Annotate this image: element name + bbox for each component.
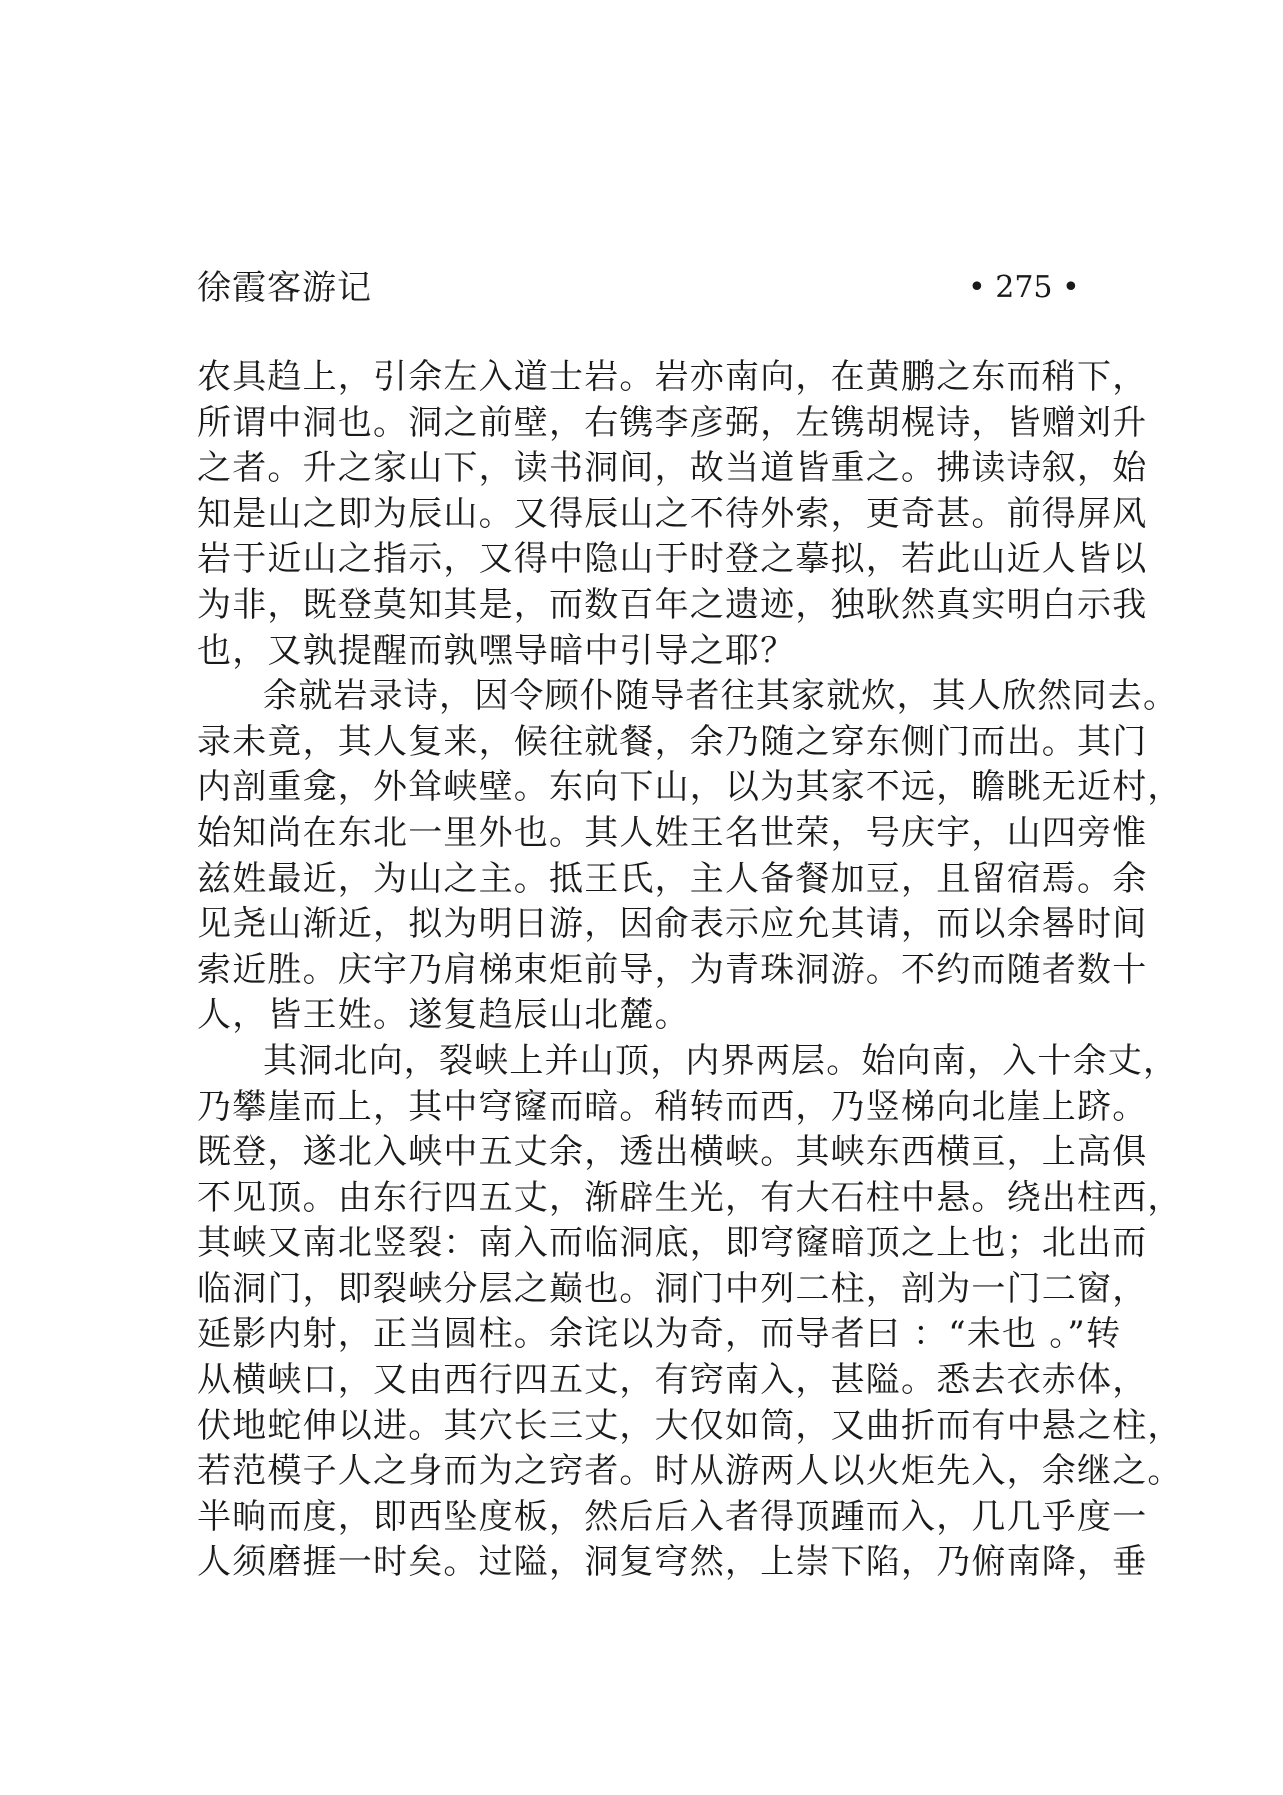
page-number: • 275 • (968, 270, 1080, 305)
body-text (197, 355, 1183, 1586)
text-line: 知是山之即为辰山。又得辰山之不待外索，更奇甚。前得屏风 (197, 493, 1148, 534)
text-line: 人须磨捱一时矣。过隘，洞复穹然，上崇下陷，乃俯南降，垂 (197, 1542, 1148, 1583)
text-line: 余就岩录诗，因令顾仆随导者往其家就炊，其人欣然同去。 (263, 676, 1179, 717)
text-line: 农具趋上，引余左入道士岩。岩亦南向，在黄鹏之东而稍下， (197, 357, 1148, 397)
text-line: 乃攀崖而上，其中穹窿而暗。稍转而西，乃竖梯向北崖上跻。 (197, 1086, 1148, 1127)
text-line: 若范模子人之身而为之窍者。时从游两人以火炬先入，余继之。 (197, 1451, 1183, 1492)
text-line: 其峡又南北竖裂：南入而临洞底，即穹窿暗顶之上也；北出而 (197, 1223, 1148, 1264)
text-line: 为非，既登莫知其是，而数百年之遗迹，独耿然真实明白示我 (197, 584, 1148, 625)
text-line: 其洞北向，裂峡上并山顶，内界两层。始向南，入十余丈， (263, 1040, 1179, 1081)
running-title: 徐霞客游记 (197, 268, 372, 308)
text-line: 兹姓最近，为山之主。抵王氏，主人备餐加豆，且留宿焉。余 (197, 858, 1148, 899)
text-line: 临洞门，即裂峡分层之巅也。洞门中列二柱，剖为一门二窗， (197, 1268, 1148, 1309)
text-line: 始知尚在东北一里外也。其人姓王名世荣，号庆宇，山四旁惟 (197, 812, 1148, 853)
text-line: 也，又孰提醒而孰嘿导暗中引导之耶？ (197, 630, 796, 671)
text-line: 见尧山渐近，拟为明日游，因俞表示应允其请，而以余晷时间 (197, 904, 1148, 945)
text-line: 不见顶。由东行四五丈，渐辟生光，有大石柱中悬。绕出柱西， (197, 1177, 1183, 1218)
text-line: 人，皆王姓。遂复趋辰山北麓。 (197, 995, 690, 1036)
text-line: 内剖重龛，外耸峡壁。东向下山，以为其家不远，瞻眺无近村， (197, 767, 1183, 808)
text-line: 半晌而度，即西坠度板，然后后入者得顶踵而入，几几乎度一 (197, 1496, 1148, 1537)
text-line: 录未竟，其人复来，候往就餐，余乃随之穿东侧门而出。其门 (197, 721, 1148, 762)
text-line: 所谓中洞也。洞之前壁，右镌李彦弼，左镌胡榥诗，皆赠刘升 (197, 402, 1148, 443)
text-line: 伏地蛇伸以进。其穴长三丈，大仅如筒，又曲折而有中悬之柱， (197, 1405, 1183, 1446)
text-line: 从横峡口，又由西行四五丈，有窍南入，甚隘。悉去衣赤体， (197, 1360, 1148, 1401)
text-line: 延影内射，正当圆柱。余诧以为奇，而导者曰 ：“未也 。”转 (197, 1314, 1122, 1355)
text-line: 之者。升之家山下，读书洞间，故当道皆重之。拂读诗叙，始 (197, 448, 1148, 489)
text-line: 既登，遂北入峡中五丈余，透出横峡。其峡东西横亘，上高俱 (197, 1132, 1148, 1173)
text-line: 索近胜。庆宇乃肩梯束炬前导，为青珠洞游。不约而随者数十 (197, 949, 1148, 990)
text-line: 岩于近山之指示，又得中隐山于时登之摹拟，若此山近人皆以 (197, 539, 1148, 580)
